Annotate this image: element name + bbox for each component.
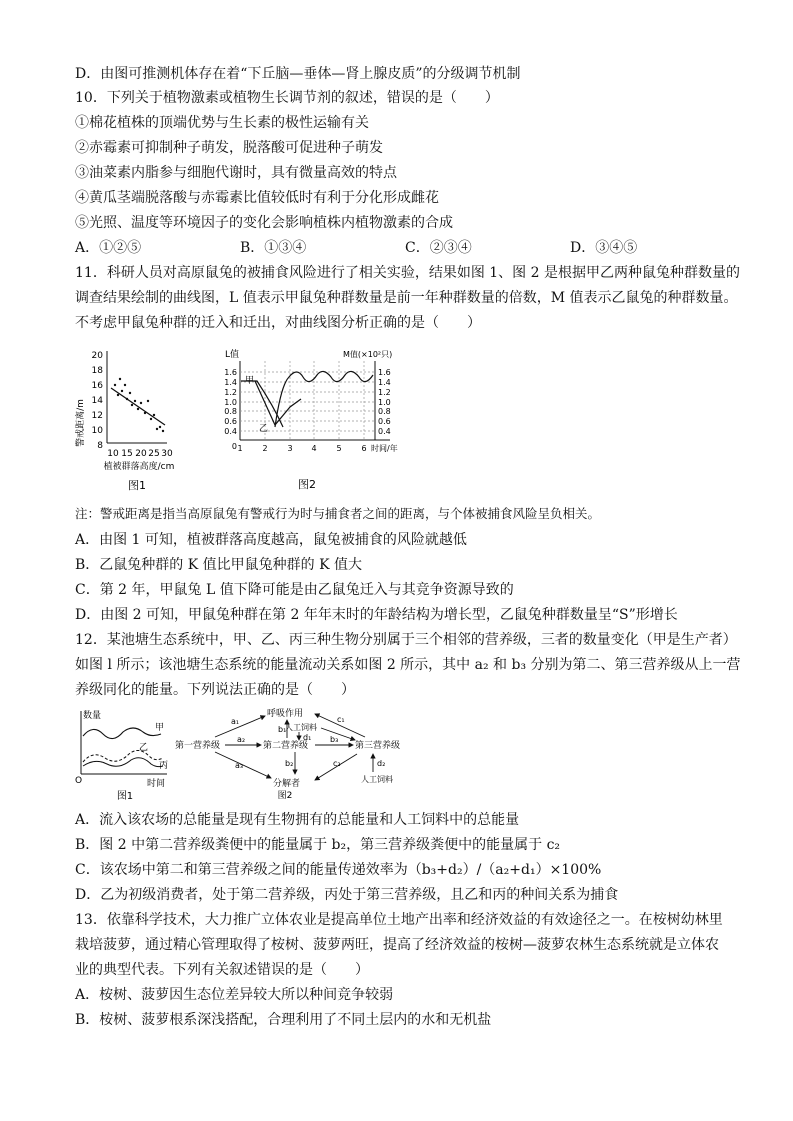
q10-statement-2: ②赤霉素可抑制种子萌发，脱落酸可促进种子萌发	[75, 140, 383, 156]
fig2-ytick: 0.6	[224, 417, 237, 426]
fig12-1-origin: O	[75, 776, 83, 786]
fig2-ytick: 1.4	[224, 378, 237, 387]
fig2-xlabel: 时间/年	[371, 444, 398, 453]
fig1-ytick: 8	[97, 441, 103, 451]
q13-option-a: A．桉树、菠萝因生态位差异较大所以种间竞争较弱	[75, 987, 394, 1003]
fig1-ylabel: 警戒距离/m	[76, 399, 86, 447]
fig2-xtick: 2	[262, 444, 268, 453]
fig1-points	[114, 378, 164, 432]
fig1-caption: 图1	[128, 479, 146, 492]
fig12-2-node-first: 第一营养级	[175, 741, 221, 751]
fig12-1-ylabel: 数量	[83, 711, 102, 721]
q12-stem-1: 12．某池塘生态系统中，甲、乙、丙三种生物分别属于三个相邻的营养级，三者的数量变化（甲是生产者）	[75, 632, 737, 648]
fig2-ytick: 1.2	[224, 388, 237, 397]
fig12-2-b2: b₂	[285, 759, 294, 768]
fig1-yticks	[92, 351, 104, 451]
fig2-xtick: 4	[311, 444, 317, 453]
fig2-ytick: 1.0	[224, 398, 237, 407]
q12-figure-2	[175, 704, 415, 800]
fig2-ytick: 1.0	[378, 398, 391, 407]
q13-stem-3: 业的典型代表。下列有关叙述错误的是（ ）	[75, 962, 369, 978]
fig2-xticks	[237, 444, 366, 453]
fig2-ylabel-right: M值(×10²只)	[343, 350, 393, 359]
q11-option-b: B．乙鼠兔种群的 K 值比甲鼠兔种群的 K 值大	[75, 557, 363, 573]
fig12-2-node-respiration: 呼吸作用	[267, 709, 304, 719]
fig12-1-curve-jia	[83, 728, 161, 739]
q11-option-d: D．由图 2 可知，甲鼠兔种群在第 2 年年末时的年龄结构为增长型，乙鼠兔种群数量呈“S”形增长	[75, 607, 678, 623]
fig2-ytick: 1.4	[378, 378, 391, 387]
fig2-ytick: 0.4	[378, 427, 391, 436]
fig1-ytick: 20	[91, 351, 103, 361]
q11-option-a: A．由图 1 可知，植被群落高度越高，鼠兔被捕食的风险就越低	[75, 532, 467, 548]
fig12-2-caption: 图2	[277, 791, 293, 800]
fig12-1-xlabel: 时间	[147, 779, 166, 789]
q10-statement-3: ③油菜素内脂参与细胞代谢时，具有微量高效的特点	[75, 165, 397, 181]
fig1-xtick: 25	[148, 449, 160, 459]
fig12-2-a2: a₂	[237, 735, 246, 744]
fig12-2-a1: a₁	[231, 717, 240, 726]
q11-figure-1	[75, 343, 195, 493]
fig2-xtick: 3	[287, 444, 293, 453]
q10-stem: 10．下列关于植物激素或植物生长调节剂的叙述，错误的是（ ）	[75, 90, 499, 106]
fig12-2-d1: d₁	[303, 733, 312, 742]
fig2-yticks-left	[224, 368, 237, 436]
q12-stem-2: 如图 l 所示；该池塘生态系统的能量流动关系如图 2 所示，其中 a₂ 和 b₃ 分别为第二、第三营养级从上一营	[75, 657, 741, 673]
fig12-2-c1: c₁	[337, 715, 345, 724]
fig1-ytick: 18	[91, 366, 103, 376]
q11-figure-2	[215, 345, 410, 495]
q10-statement-5: ⑤光照、温度等环境因子的变化会影响植株内植物激素的合成	[75, 215, 453, 231]
q10-option-d: D．③④⑤	[570, 240, 638, 256]
fig2-ytick: 0.8	[378, 407, 391, 416]
fig12-2-node-third: 第三营养级	[355, 741, 401, 751]
fig12-2-node-feed-top: 人工饲料	[285, 723, 317, 732]
fig1-xtick: 20	[135, 449, 147, 459]
q13-stem-2: 栽培菠萝，通过精心管理取得了桉树、菠萝两旺，提高了经济效益的桉树—菠萝农林生态系统就是立体农	[75, 937, 719, 953]
fig2-ytick: 0.6	[378, 417, 391, 426]
fig12-2-node-decomposer: 分解者	[273, 779, 301, 789]
q11-stem-2: 调查结果绘制的曲线图，L 值表示甲鼠兔种群数量是前一年种群数量的倍数，M 值表示乙鼠兔的种群数量。	[75, 290, 738, 306]
q9-option-d: D．由图可推测机体存在着“下丘脑—垂体—肾上腺皮质”的分级调节机制	[75, 66, 521, 82]
q11-stem-1: 11．科研人员对高原鼠兔的被捕食风险进行了相关实验，结果如图 1、图 2 是根据甲乙两种鼠兔种群数量的	[75, 265, 740, 281]
fig12-1-curve-yi	[83, 750, 163, 762]
q12-option-d: D．乙为初级消费者，处于第二营养级，丙处于第三营养级，且乙和丙的种间关系为捕食	[75, 887, 619, 903]
q12-figure-1	[75, 706, 175, 801]
fig12-1-label-jia: 甲	[155, 723, 165, 733]
fig1-ytick: 10	[91, 426, 103, 436]
q12-option-a: A．流入该农场的总能量是现有生物拥有的总能量和人工饲料中的总能量	[75, 812, 520, 828]
fig1-ytick: 16	[91, 381, 103, 391]
q13-stem-1: 13．依靠科学技术，大力推广立体农业是提高单位土地产出率和经济效益的有效途径之一。在桉树幼林里	[75, 912, 723, 928]
fig2-xtick: 5	[336, 444, 342, 453]
fig1-trend-line	[111, 388, 165, 425]
fig12-2-a3: a₃	[235, 761, 244, 770]
fig12-1-label-yi: 乙	[139, 743, 149, 753]
fig2-label-jia: 甲	[245, 376, 255, 386]
q11-note: 注：警戒距离是指当高原鼠兔有警戒行为时与捕食者之间的距离，与个体被捕食风险呈负相关。	[75, 506, 601, 521]
fig12-2-node-second: 第二营养级	[263, 741, 309, 751]
q10-option-b: B．①③④	[240, 240, 307, 256]
fig1-xtick: 10	[107, 449, 119, 459]
q12-stem-3: 养级同化的能量。下列说法正确的是（ ）	[75, 682, 355, 698]
fig2-curve-jia	[241, 381, 283, 427]
fig12-1-curve-bing	[83, 758, 163, 767]
q13-option-b: B．桉树、菠萝根系深浅搭配，合理利用了不同土层内的水和无机盐	[75, 1012, 492, 1028]
fig2-ytick: 1.6	[378, 368, 391, 377]
fig1-xtick: 15	[121, 449, 133, 459]
fig2-label-yi: 乙	[259, 424, 269, 434]
fig2-ytick: 1.2	[378, 388, 391, 397]
fig12-2-node-feed-bottom: 人工饲料	[361, 775, 393, 784]
fig2-xtick: 6	[361, 444, 367, 453]
q11-option-c: C．第 2 年，甲鼠兔 L 值下降可能是由乙鼠兔迁入与其竞争资源导致的	[75, 582, 514, 598]
q10-option-c: C．②③④	[405, 240, 472, 256]
q11-stem-3: 不考虑甲鼠兔种群的迁入和迁出，对曲线图分析正确的是（ ）	[75, 315, 481, 331]
fig2-ytick: 0.8	[224, 407, 237, 416]
fig12-2-b1: b₁	[278, 725, 287, 734]
fig1-xtick: 30	[161, 449, 173, 459]
fig2-yticks-right	[378, 368, 391, 436]
fig2-ytick: 0.4	[224, 427, 237, 436]
q12-option-b: B．图 2 中第二营养级粪便中的能量属于 b₂，第三营养级粪便中的能量属于 c₂	[75, 837, 561, 853]
fig1-ytick: 12	[91, 411, 103, 421]
q10-option-a: A．①②⑤	[75, 240, 142, 256]
fig2-ytick: 1.6	[224, 368, 237, 377]
q10-statement-1: ①棉花植株的顶端优势与生长素的极性运输有关	[75, 115, 369, 131]
fig2-caption: 图2	[298, 478, 316, 491]
fig2-xtick: 1	[237, 444, 243, 453]
fig12-1-label-bing: 丙	[159, 761, 169, 771]
fig2-ylabel-left: L值	[225, 350, 240, 360]
fig12-2-b3: b₃	[330, 735, 339, 744]
fig12-2-d2: d₂	[377, 759, 386, 768]
fig1-xticks	[107, 449, 173, 459]
fig2-origin: 0	[231, 442, 237, 451]
fig12-2-c2: c₂	[333, 759, 341, 768]
fig1-xlabel: 植被群落高度/cm	[103, 462, 175, 472]
q10-statement-4: ④黄瓜茎端脱落酸与赤霉素比值较低时有利于分化形成雌花	[75, 190, 439, 206]
fig1-ytick: 14	[91, 396, 103, 406]
q12-option-c: C．该农场中第二和第三营养级之间的能量传递效率为（b₃+d₂）/（a₂+d₁）×100%	[75, 862, 602, 878]
fig12-1-caption: 图1	[116, 791, 134, 801]
